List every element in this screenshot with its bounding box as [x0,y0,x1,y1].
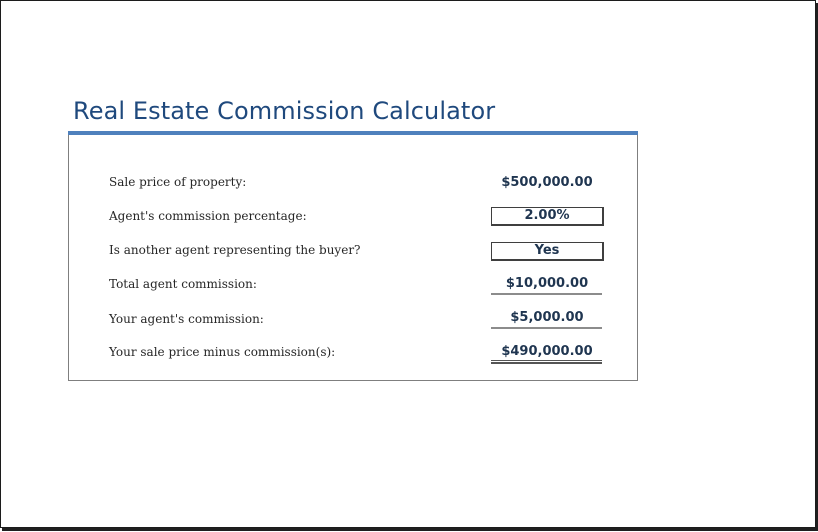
your-agent-commission-label: Your agent's commission: [109,312,264,326]
your-agent-commission-underline [491,327,602,329]
sale-price-value[interactable]: $500,000.00 [501,175,593,190]
your-agent-commission-value: $5,000.00 [510,310,584,325]
net-sale-price-double-underline [491,360,602,364]
total-commission-value: $10,000.00 [505,276,589,291]
total-commission-label: Total agent commission: [109,277,257,291]
net-sale-price-label: Your sale price minus commission(s): [109,345,336,359]
net-sale-price-value: $490,000.00 [501,344,593,359]
sale-price-label: Sale price of property: [109,175,247,189]
buyer-agent-label: Is another agent representing the buyer? [109,243,361,257]
page-title: Real Estate Commission Calculator [73,97,496,125]
commission-percentage-input[interactable]: 2.00% [491,207,604,226]
commission-percentage-label: Agent's commission percentage: [109,209,307,223]
total-commission-underline [491,293,602,295]
buyer-agent-input[interactable]: Yes [491,242,604,261]
